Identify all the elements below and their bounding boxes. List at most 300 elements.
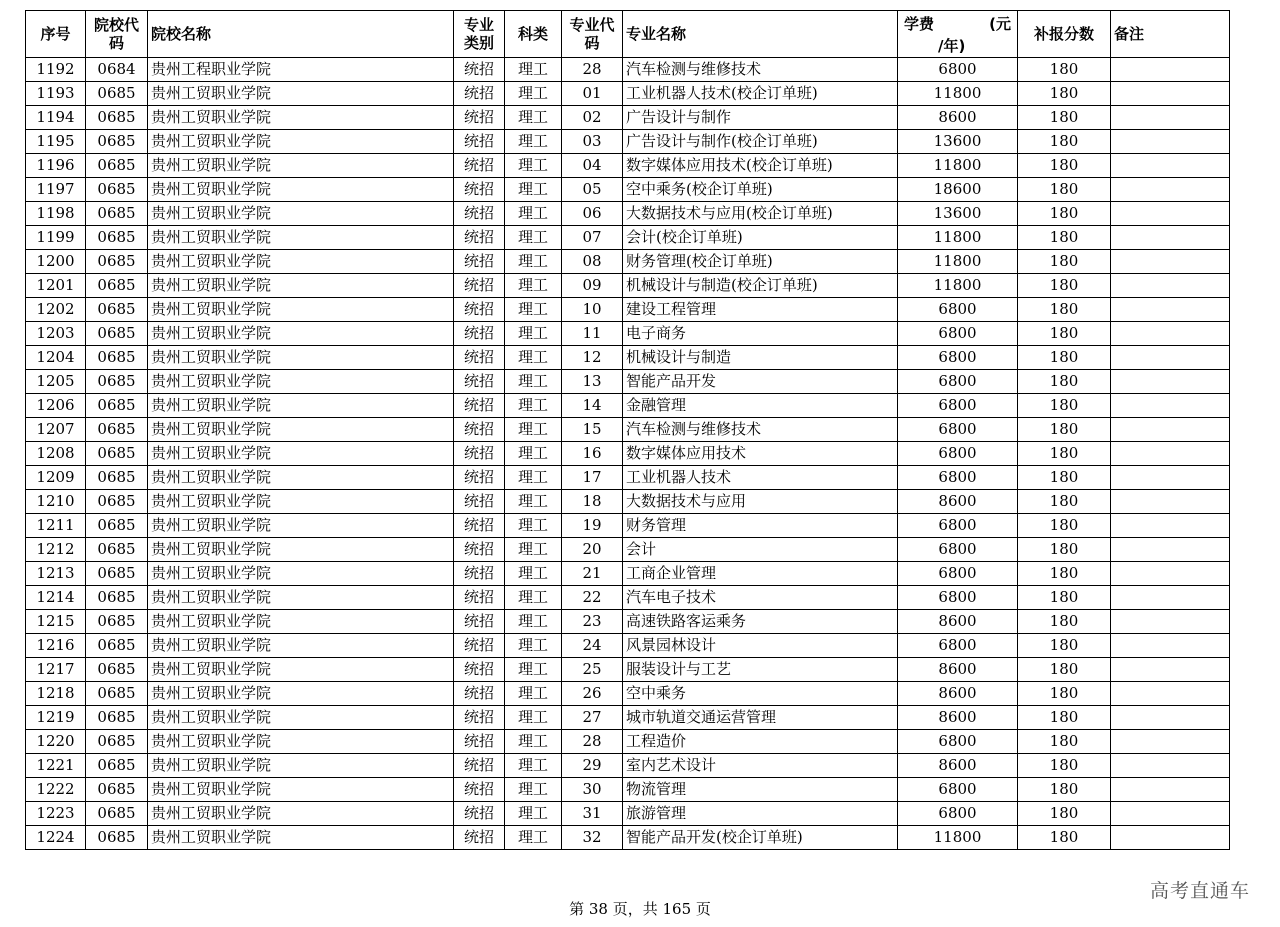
cell-subject: 理工 [505, 154, 562, 178]
cell-major-code: 27 [562, 706, 623, 730]
cell-seq: 1206 [26, 394, 86, 418]
cell-note [1111, 586, 1230, 610]
cell-school-name: 贵州工贸职业学院 [148, 202, 454, 226]
cell-school-code: 0685 [86, 706, 148, 730]
cell-school-code: 0685 [86, 274, 148, 298]
cell-subject: 理工 [505, 706, 562, 730]
cell-subject: 理工 [505, 106, 562, 130]
cell-school-name: 贵州工贸职业学院 [148, 730, 454, 754]
cell-major-name: 广告设计与制作 [623, 106, 898, 130]
cell-score: 180 [1018, 322, 1111, 346]
cell-major-type: 统招 [454, 562, 505, 586]
cell-fee: 6800 [898, 586, 1018, 610]
cell-school-code: 0685 [86, 442, 148, 466]
cell-score: 180 [1018, 58, 1111, 82]
cell-school-code: 0685 [86, 682, 148, 706]
table-row [26, 58, 1230, 82]
cell-score: 180 [1018, 778, 1111, 802]
cell-major-code: 25 [562, 658, 623, 682]
cell-major-name: 空中乘务(校企订单班) [623, 178, 898, 202]
cell-school-code: 0685 [86, 250, 148, 274]
cell-school-name: 贵州工贸职业学院 [148, 658, 454, 682]
table-row [26, 682, 1230, 706]
cell-major-type: 统招 [454, 802, 505, 826]
cell-major-type: 统招 [454, 586, 505, 610]
cell-fee: 6800 [898, 538, 1018, 562]
cell-note [1111, 658, 1230, 682]
cell-school-name: 贵州工程职业学院 [148, 58, 454, 82]
cell-score: 180 [1018, 250, 1111, 274]
table-row [26, 298, 1230, 322]
cell-fee: 6800 [898, 778, 1018, 802]
cell-school-name: 贵州工贸职业学院 [148, 634, 454, 658]
cell-subject: 理工 [505, 826, 562, 850]
cell-major-code: 01 [562, 82, 623, 106]
cell-subject: 理工 [505, 634, 562, 658]
cell-major-type: 统招 [454, 58, 505, 82]
cell-note [1111, 418, 1230, 442]
cell-score: 180 [1018, 706, 1111, 730]
cell-major-name: 建设工程管理 [623, 298, 898, 322]
cell-seq: 1203 [26, 322, 86, 346]
cell-school-code: 0685 [86, 826, 148, 850]
cell-major-type: 统招 [454, 298, 505, 322]
cell-note [1111, 130, 1230, 154]
cell-major-type: 统招 [454, 826, 505, 850]
cell-major-name: 风景园林设计 [623, 634, 898, 658]
cell-subject: 理工 [505, 442, 562, 466]
cell-school-name: 贵州工贸职业学院 [148, 370, 454, 394]
table-row [26, 562, 1230, 586]
table-row [26, 250, 1230, 274]
table-row [26, 346, 1230, 370]
cell-school-code: 0685 [86, 610, 148, 634]
cell-note [1111, 58, 1230, 82]
cell-major-code: 17 [562, 466, 623, 490]
table-row [26, 394, 1230, 418]
table-row [26, 778, 1230, 802]
table-row [26, 178, 1230, 202]
cell-subject: 理工 [505, 490, 562, 514]
cell-score: 180 [1018, 634, 1111, 658]
header-fee-unit: (元 [989, 15, 1011, 33]
cell-seq: 1222 [26, 778, 86, 802]
cell-fee: 6800 [898, 562, 1018, 586]
cell-fee: 6800 [898, 730, 1018, 754]
cell-subject: 理工 [505, 418, 562, 442]
table-row [26, 274, 1230, 298]
cell-subject: 理工 [505, 538, 562, 562]
cell-major-code: 11 [562, 322, 623, 346]
cell-seq: 1224 [26, 826, 86, 850]
cell-major-name: 汽车检测与维修技术 [623, 418, 898, 442]
cell-major-name: 工程造价 [623, 730, 898, 754]
cell-major-code: 31 [562, 802, 623, 826]
cell-subject: 理工 [505, 466, 562, 490]
cell-note [1111, 154, 1230, 178]
cell-school-name: 贵州工贸职业学院 [148, 154, 454, 178]
cell-fee: 8600 [898, 706, 1018, 730]
cell-major-type: 统招 [454, 130, 505, 154]
cell-major-type: 统招 [454, 706, 505, 730]
cell-score: 180 [1018, 370, 1111, 394]
cell-fee: 11800 [898, 226, 1018, 250]
cell-school-code: 0684 [86, 58, 148, 82]
cell-seq: 1198 [26, 202, 86, 226]
table-row [26, 730, 1230, 754]
cell-major-code: 24 [562, 634, 623, 658]
cell-seq: 1194 [26, 106, 86, 130]
cell-school-name: 贵州工贸职业学院 [148, 754, 454, 778]
cell-seq: 1207 [26, 418, 86, 442]
cell-major-code: 13 [562, 370, 623, 394]
cell-school-code: 0685 [86, 658, 148, 682]
cell-seq: 1219 [26, 706, 86, 730]
cell-school-name: 贵州工贸职业学院 [148, 178, 454, 202]
cell-score: 180 [1018, 610, 1111, 634]
cell-major-code: 28 [562, 58, 623, 82]
cell-school-code: 0685 [86, 178, 148, 202]
cell-note [1111, 370, 1230, 394]
cell-fee: 13600 [898, 130, 1018, 154]
cell-fee: 6800 [898, 802, 1018, 826]
cell-subject: 理工 [505, 322, 562, 346]
cell-subject: 理工 [505, 514, 562, 538]
cell-seq: 1214 [26, 586, 86, 610]
cell-major-code: 22 [562, 586, 623, 610]
cell-note [1111, 514, 1230, 538]
cell-subject: 理工 [505, 274, 562, 298]
cell-major-code: 07 [562, 226, 623, 250]
cell-major-code: 05 [562, 178, 623, 202]
cell-major-name: 财务管理(校企订单班) [623, 250, 898, 274]
cell-seq: 1195 [26, 130, 86, 154]
cell-school-name: 贵州工贸职业学院 [148, 778, 454, 802]
table-row [26, 754, 1230, 778]
cell-major-type: 统招 [454, 538, 505, 562]
cell-seq: 1204 [26, 346, 86, 370]
cell-note [1111, 106, 1230, 130]
cell-major-code: 29 [562, 754, 623, 778]
cell-note [1111, 706, 1230, 730]
cell-note [1111, 82, 1230, 106]
header-score: 补报分数 [1018, 11, 1111, 58]
cell-seq: 1199 [26, 226, 86, 250]
cell-major-type: 统招 [454, 394, 505, 418]
table-row [26, 82, 1230, 106]
cell-score: 180 [1018, 82, 1111, 106]
header-fee [898, 11, 1018, 58]
header-major-name: 专业名称 [623, 11, 898, 58]
cell-major-code: 26 [562, 682, 623, 706]
table-row [26, 226, 1230, 250]
cell-seq: 1221 [26, 754, 86, 778]
cell-fee: 6800 [898, 298, 1018, 322]
cell-school-code: 0685 [86, 514, 148, 538]
cell-major-name: 汽车检测与维修技术 [623, 58, 898, 82]
cell-score: 180 [1018, 466, 1111, 490]
cell-major-name: 数字媒体应用技术 [623, 442, 898, 466]
header-seq: 序号 [26, 11, 86, 58]
cell-major-code: 10 [562, 298, 623, 322]
cell-major-type: 统招 [454, 178, 505, 202]
cell-major-code: 04 [562, 154, 623, 178]
cell-note [1111, 826, 1230, 850]
table-row [26, 466, 1230, 490]
cell-major-name: 机械设计与制造 [623, 346, 898, 370]
cell-fee: 11800 [898, 826, 1018, 850]
cell-major-type: 统招 [454, 370, 505, 394]
cell-subject: 理工 [505, 778, 562, 802]
cell-seq: 1213 [26, 562, 86, 586]
table-row [26, 802, 1230, 826]
cell-score: 180 [1018, 802, 1111, 826]
cell-subject: 理工 [505, 610, 562, 634]
cell-major-type: 统招 [454, 754, 505, 778]
cell-note [1111, 250, 1230, 274]
cell-fee: 6800 [898, 466, 1018, 490]
cell-note [1111, 490, 1230, 514]
cell-major-code: 32 [562, 826, 623, 850]
cell-subject: 理工 [505, 178, 562, 202]
cell-major-name: 大数据技术与应用 [623, 490, 898, 514]
cell-major-name: 工业机器人技术 [623, 466, 898, 490]
cell-subject: 理工 [505, 562, 562, 586]
cell-score: 180 [1018, 418, 1111, 442]
cell-fee: 6800 [898, 634, 1018, 658]
cell-major-type: 统招 [454, 82, 505, 106]
cell-subject: 理工 [505, 346, 562, 370]
cell-seq: 1211 [26, 514, 86, 538]
cell-school-name: 贵州工贸职业学院 [148, 706, 454, 730]
cell-major-name: 高速铁路客运乘务 [623, 610, 898, 634]
cell-major-type: 统招 [454, 730, 505, 754]
cell-seq: 1208 [26, 442, 86, 466]
cell-score: 180 [1018, 562, 1111, 586]
cell-school-name: 贵州工贸职业学院 [148, 322, 454, 346]
cell-score: 180 [1018, 586, 1111, 610]
cell-major-name: 大数据技术与应用(校企订单班) [623, 202, 898, 226]
cell-seq: 1192 [26, 58, 86, 82]
cell-seq: 1218 [26, 682, 86, 706]
cell-major-code: 30 [562, 778, 623, 802]
cell-subject: 理工 [505, 730, 562, 754]
cell-subject: 理工 [505, 298, 562, 322]
cell-major-code: 20 [562, 538, 623, 562]
cell-fee: 18600 [898, 178, 1018, 202]
cell-subject: 理工 [505, 682, 562, 706]
cell-note [1111, 394, 1230, 418]
cell-major-code: 18 [562, 490, 623, 514]
cell-fee: 6800 [898, 442, 1018, 466]
cell-major-name: 数字媒体应用技术(校企订单班) [623, 154, 898, 178]
cell-subject: 理工 [505, 394, 562, 418]
cell-fee: 6800 [898, 322, 1018, 346]
cell-major-type: 统招 [454, 682, 505, 706]
cell-school-name: 贵州工贸职业学院 [148, 442, 454, 466]
table-row [26, 154, 1230, 178]
cell-school-code: 0685 [86, 106, 148, 130]
cell-major-name: 旅游管理 [623, 802, 898, 826]
cell-school-code: 0685 [86, 418, 148, 442]
cell-school-code: 0685 [86, 154, 148, 178]
cell-school-name: 贵州工贸职业学院 [148, 82, 454, 106]
cell-note [1111, 778, 1230, 802]
cell-seq: 1205 [26, 370, 86, 394]
cell-school-name: 贵州工贸职业学院 [148, 826, 454, 850]
cell-seq: 1212 [26, 538, 86, 562]
cell-school-name: 贵州工贸职业学院 [148, 106, 454, 130]
cell-fee: 6800 [898, 58, 1018, 82]
cell-major-name: 工业机器人技术(校企订单班) [623, 82, 898, 106]
cell-major-name: 智能产品开发(校企订单班) [623, 826, 898, 850]
cell-note [1111, 226, 1230, 250]
cell-major-type: 统招 [454, 154, 505, 178]
cell-school-code: 0685 [86, 634, 148, 658]
cell-major-code: 15 [562, 418, 623, 442]
cell-school-code: 0685 [86, 586, 148, 610]
cell-major-type: 统招 [454, 418, 505, 442]
cell-major-type: 统招 [454, 610, 505, 634]
cell-score: 180 [1018, 106, 1111, 130]
cell-fee: 6800 [898, 514, 1018, 538]
cell-major-code: 23 [562, 610, 623, 634]
cell-note [1111, 634, 1230, 658]
cell-score: 180 [1018, 826, 1111, 850]
table-row [26, 634, 1230, 658]
admissions-table [25, 10, 1230, 850]
watermark-logo-text: 高考直通车 [1149, 880, 1250, 902]
cell-score: 180 [1018, 346, 1111, 370]
cell-score: 180 [1018, 394, 1111, 418]
cell-subject: 理工 [505, 226, 562, 250]
cell-note [1111, 610, 1230, 634]
cell-fee: 13600 [898, 202, 1018, 226]
table-header-row [26, 11, 1230, 58]
cell-major-type: 统招 [454, 466, 505, 490]
cell-school-code: 0685 [86, 466, 148, 490]
cell-seq: 1216 [26, 634, 86, 658]
page-number: 第 38 页，共 165 页 [569, 900, 711, 918]
table-row [26, 202, 1230, 226]
cell-major-type: 统招 [454, 346, 505, 370]
cell-seq: 1209 [26, 466, 86, 490]
cell-score: 180 [1018, 178, 1111, 202]
cell-major-name: 城市轨道交通运营管理 [623, 706, 898, 730]
cell-fee: 8600 [898, 106, 1018, 130]
cell-score: 180 [1018, 538, 1111, 562]
cell-school-code: 0685 [86, 562, 148, 586]
table-row [26, 130, 1230, 154]
cell-fee: 6800 [898, 370, 1018, 394]
cell-major-type: 统招 [454, 634, 505, 658]
table-row [26, 418, 1230, 442]
cell-major-code: 06 [562, 202, 623, 226]
cell-fee: 8600 [898, 754, 1018, 778]
cell-score: 180 [1018, 154, 1111, 178]
header-major-type: 专业类别 [454, 11, 505, 58]
cell-major-name: 工商企业管理 [623, 562, 898, 586]
table-row [26, 658, 1230, 682]
cell-subject: 理工 [505, 370, 562, 394]
cell-school-name: 贵州工贸职业学院 [148, 802, 454, 826]
cell-note [1111, 442, 1230, 466]
cell-score: 180 [1018, 730, 1111, 754]
cell-major-name: 广告设计与制作(校企订单班) [623, 130, 898, 154]
cell-school-code: 0685 [86, 538, 148, 562]
table-row [26, 514, 1230, 538]
cell-subject: 理工 [505, 130, 562, 154]
cell-major-code: 28 [562, 730, 623, 754]
cell-school-name: 贵州工贸职业学院 [148, 418, 454, 442]
cell-school-name: 贵州工贸职业学院 [148, 562, 454, 586]
cell-note [1111, 346, 1230, 370]
cell-major-type: 统招 [454, 226, 505, 250]
cell-major-code: 12 [562, 346, 623, 370]
cell-school-name: 贵州工贸职业学院 [148, 346, 454, 370]
cell-fee: 6800 [898, 418, 1018, 442]
cell-subject: 理工 [505, 82, 562, 106]
cell-major-code: 09 [562, 274, 623, 298]
cell-score: 180 [1018, 130, 1111, 154]
cell-note [1111, 202, 1230, 226]
cell-school-code: 0685 [86, 778, 148, 802]
cell-school-name: 贵州工贸职业学院 [148, 394, 454, 418]
header-subject: 科类 [505, 11, 562, 58]
cell-major-type: 统招 [454, 106, 505, 130]
table-row [26, 322, 1230, 346]
cell-school-name: 贵州工贸职业学院 [148, 538, 454, 562]
cell-score: 180 [1018, 754, 1111, 778]
cell-major-type: 统招 [454, 250, 505, 274]
cell-school-code: 0685 [86, 322, 148, 346]
cell-major-name: 电子商务 [623, 322, 898, 346]
cell-major-type: 统招 [454, 778, 505, 802]
header-school-code: 院校代码 [86, 11, 148, 58]
cell-fee: 11800 [898, 82, 1018, 106]
cell-major-name: 汽车电子技术 [623, 586, 898, 610]
cell-subject: 理工 [505, 202, 562, 226]
cell-major-code: 02 [562, 106, 623, 130]
cell-school-code: 0685 [86, 130, 148, 154]
cell-score: 180 [1018, 202, 1111, 226]
cell-school-name: 贵州工贸职业学院 [148, 490, 454, 514]
cell-fee: 8600 [898, 658, 1018, 682]
cell-school-code: 0685 [86, 730, 148, 754]
cell-major-code: 14 [562, 394, 623, 418]
cell-major-type: 统招 [454, 274, 505, 298]
cell-note [1111, 730, 1230, 754]
cell-school-code: 0685 [86, 202, 148, 226]
cell-school-name: 贵州工贸职业学院 [148, 274, 454, 298]
cell-seq: 1193 [26, 82, 86, 106]
cell-seq: 1196 [26, 154, 86, 178]
cell-note [1111, 178, 1230, 202]
cell-school-name: 贵州工贸职业学院 [148, 682, 454, 706]
cell-major-code: 08 [562, 250, 623, 274]
cell-note [1111, 466, 1230, 490]
cell-major-type: 统招 [454, 442, 505, 466]
cell-school-name: 贵州工贸职业学院 [148, 298, 454, 322]
cell-school-code: 0685 [86, 370, 148, 394]
header-school-name: 院校名称 [148, 11, 454, 58]
cell-school-name: 贵州工贸职业学院 [148, 226, 454, 250]
cell-school-name: 贵州工贸职业学院 [148, 466, 454, 490]
cell-subject: 理工 [505, 802, 562, 826]
header-fee-label: 学费 [904, 15, 935, 33]
cell-school-name: 贵州工贸职业学院 [148, 130, 454, 154]
cell-note [1111, 754, 1230, 778]
